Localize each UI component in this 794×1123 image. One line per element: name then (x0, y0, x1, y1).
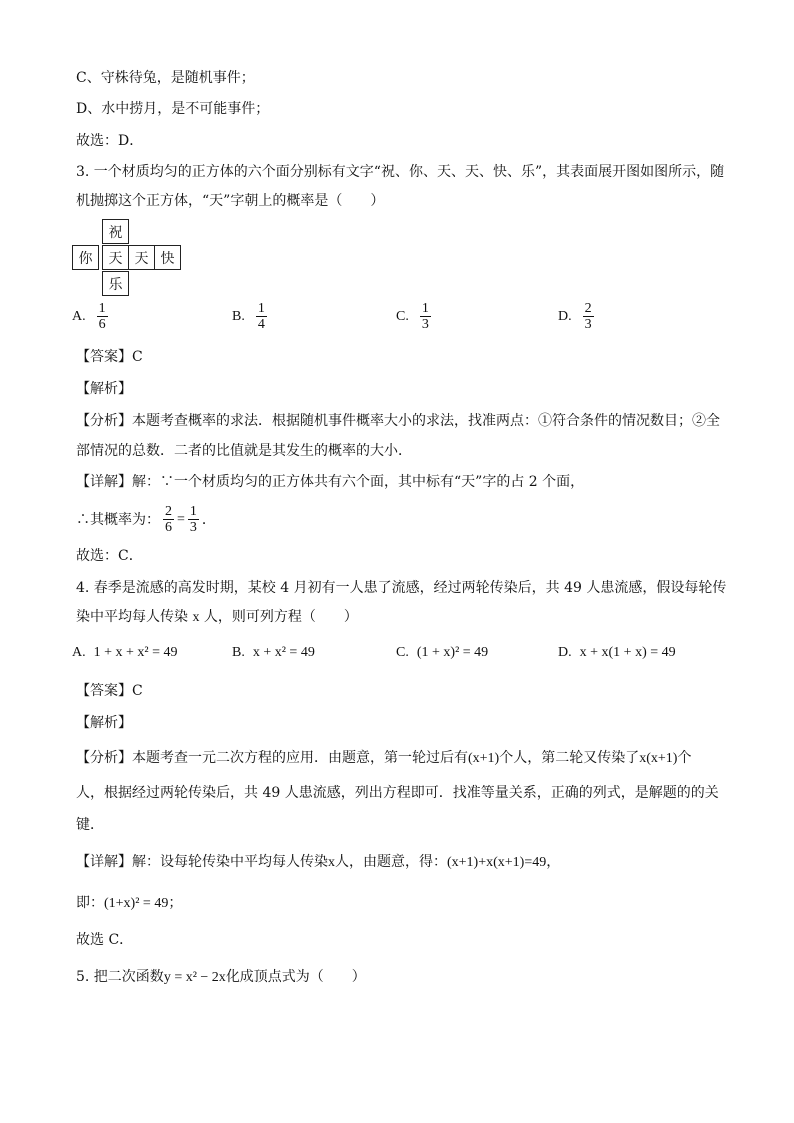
net-cell-row-1: 你 (72, 245, 99, 270)
question-4-stem-line2: 染中平均每人传染 x 人，则可列方程（ ） (76, 609, 358, 625)
option-expr: x + x² = 49 (252, 645, 315, 660)
q4-fenxi-line3: 键． (76, 817, 104, 833)
question-5-stem: 5. 把二次函数y = x² − 2x化成顶点式为（ ） (76, 969, 366, 985)
option-letter: A. (72, 645, 86, 660)
question-3-stem-line1: 3. 一个材质均匀的正方体的六个面分别标有文字“祝、你、天、天、快、乐”，其表面展开图如图所示，随 (76, 164, 725, 180)
q4-jiexi: 【解析】 (76, 715, 132, 731)
equation: (x+1)+x(x+1)=49 (447, 855, 547, 870)
q4-xiangjie: 【详解】解：设每轮传染中平均每人传染x人，由题意，得：(x+1)+x(x+1)=49， (76, 854, 561, 870)
q4-option-b (232, 645, 315, 661)
q4-answer: 【答案】C (76, 683, 143, 699)
q3-option-a (72, 301, 111, 332)
q4-fenxi-line1: 【分析】本题考查一元二次方程的应用．由题意，第一轮过后有(x+1)个人，第二轮又传染了x(x+1)个 (76, 750, 692, 766)
var-x: x (328, 855, 335, 870)
fraction: $\frac{2}{6}$ (165, 504, 172, 535)
net-cell-row-2: 天 (102, 245, 129, 270)
option-expr: 1 + x + x² = 49 (93, 645, 178, 660)
option-expr: x + x(1 + x) = 49 (579, 645, 676, 660)
q4-option-c (396, 645, 488, 661)
option-letter: C. (396, 645, 409, 660)
q3-option-d (558, 301, 597, 332)
var-x: x (192, 610, 200, 625)
fraction: $\frac{1}{4}$ (257, 301, 265, 332)
q4-option-d (558, 645, 676, 661)
option-letter: A. (72, 308, 86, 324)
fraction: $\frac{1}{3}$ (189, 504, 197, 535)
q4-guxuan: 故选 C． (76, 932, 134, 948)
period: ． (201, 511, 216, 528)
q4-ji: 即：(1+x)² = 49； (76, 895, 183, 911)
net-cell-bottom: 乐 (102, 271, 129, 296)
equals-sign: = (177, 511, 185, 527)
text-line-guxuan-d: 故选：D． (76, 133, 144, 149)
option-letter: D. (558, 645, 572, 660)
q3-answer: 【答案】C (76, 349, 143, 365)
q3-result-line (76, 504, 216, 535)
fraction: $\frac{1}{6}$ (98, 301, 106, 332)
q3-option-c (396, 301, 434, 332)
result-prefix: ∴其概率为： (76, 511, 160, 528)
q3-xiangjie: 【详解】解：∵一个材质均匀的正方体共有六个面，其中标有“天”字的占 2 个面， (76, 474, 585, 490)
quadratic-expr: y = x² − 2x (163, 970, 226, 985)
option-letter: B. (232, 308, 245, 324)
text-line-c: C、守株待兔，是随机事件； (76, 70, 255, 86)
q3-option-b (232, 301, 270, 332)
fraction: $\frac{1}{3}$ (421, 301, 429, 332)
expr-x-times: x(x+1) (639, 751, 678, 766)
net-cell-row-3: 天 (128, 245, 155, 270)
question-4-stem-line1: 4. 春季是流感的高发时期，某校 4 月初有一人患了流感，经过两轮传染后，共 49 人患流感，假设每轮传 (76, 580, 727, 596)
net-cell-row-4: 快 (154, 245, 181, 270)
q4-fenxi-line2: 人，根据经过两轮传染后，共 49 人患流感，列出方程即可．找准等量关系，正确的列式，是解题的的关 (76, 785, 719, 801)
option-letter: C. (396, 308, 409, 324)
expr-x-plus-1: (x+1) (468, 751, 500, 766)
q3-jiexi: 【解析】 (76, 381, 132, 397)
q3-fenxi-line1: 【分析】本题考查概率的求法．根据随机事件概率大小的求法，找准两点：①符合条件的情况数目；②全 (76, 413, 720, 429)
cube-net-figure (72, 219, 182, 297)
q3-fenxi-line2: 部情况的总数．二者的比值就是其发生的概率的大小． (76, 443, 412, 459)
net-cell-top: 祝 (102, 219, 129, 244)
option-letter: D. (558, 308, 572, 324)
q3-guxuan: 故选：C． (76, 548, 143, 564)
text-line-d: D、水中捞月，是不可能事件； (76, 101, 270, 117)
q4-option-a (72, 645, 178, 661)
fraction: $\frac{2}{3}$ (584, 301, 592, 332)
question-3-stem-line2: 机抛掷这个正方体，“天”字朝上的概率是（ ） (76, 193, 385, 209)
option-expr: (1 + x)² = 49 (416, 645, 489, 660)
option-letter: B. (232, 645, 245, 660)
equation: (1+x)² = 49 (104, 896, 169, 911)
